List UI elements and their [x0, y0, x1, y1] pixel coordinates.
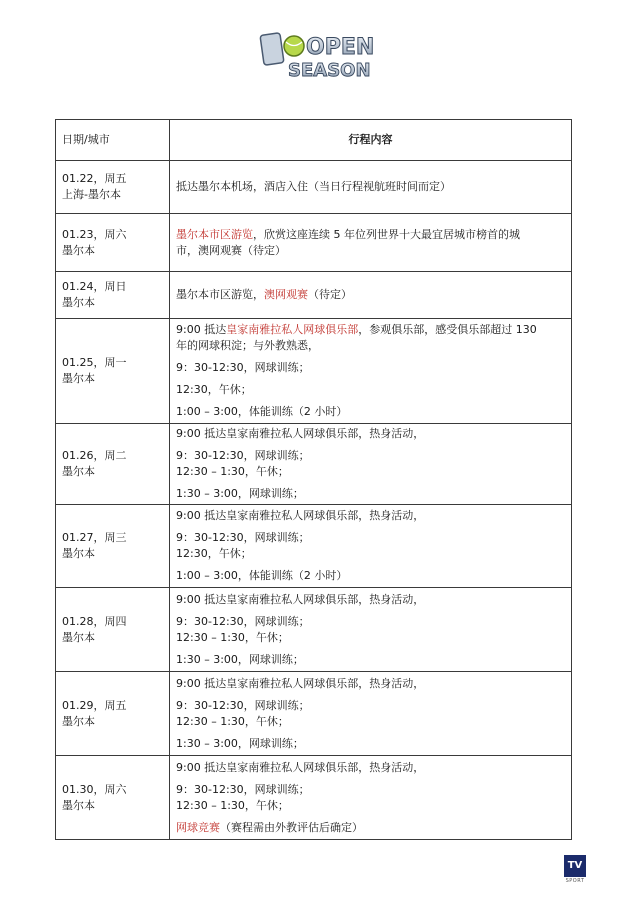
itinerary-line [176, 426, 565, 442]
itinerary-content-cell [170, 588, 572, 672]
itinerary-text: 9:00 抵达皇家南雅拉私人网球俱乐部，热身活动， [176, 427, 425, 440]
itinerary-text: 9：30-12:30，网球训练； [176, 614, 310, 628]
itinerary-text: 1:30 – 3:00，网球训练； [176, 487, 304, 500]
row-city: 墨尔本 [62, 547, 95, 560]
itinerary-content-cell [170, 272, 572, 319]
table-row [56, 756, 572, 840]
itinerary-text: 12:30 – 1:30，午休； [176, 465, 289, 478]
itinerary-text: 市，澳网观赛（待定） [176, 243, 286, 257]
header-date-city: 日期/城市 [56, 120, 170, 161]
itinerary-text: 年的网球积淀；与外教熟悉， [176, 339, 319, 352]
itinerary-line [176, 630, 565, 646]
table-row [56, 214, 572, 272]
row-date: 01.25，周一 [62, 356, 127, 369]
row-date: 01.22，周五 [62, 172, 127, 185]
table-row [56, 672, 572, 756]
itinerary-text: 9：30-12:30，网球训练； [176, 782, 310, 796]
itinerary-text: 1:30 – 3:00，网球训练； [176, 652, 304, 666]
row-date: 01.27，周三 [62, 531, 127, 544]
itinerary-line [176, 714, 565, 730]
itinerary-line [176, 760, 565, 776]
itinerary-line [176, 322, 565, 338]
itinerary-text: ，欣赏这座连续 5 年位列世界十大最宜居城市榜首的城 [253, 227, 520, 241]
itinerary-text: （待定） [308, 288, 352, 301]
date-city-cell [56, 588, 170, 672]
brand-sub: SPORT [565, 878, 585, 884]
tv-sport-logo [564, 855, 586, 889]
row-city: 墨尔本 [62, 630, 95, 644]
itinerary-text: 抵达墨尔本机场，酒店入住（当日行程视航班时间而定） [176, 180, 451, 193]
itinerary-line [176, 404, 565, 420]
highlight-text: 澳网观赛 [264, 288, 308, 301]
itinerary-content-cell [170, 505, 572, 588]
row-city: 墨尔本 [62, 372, 95, 385]
itinerary-text: 12:30，午休； [176, 383, 252, 396]
itinerary-text: 12:30 – 1:30，午休； [176, 714, 289, 728]
row-city: 墨尔本 [62, 714, 95, 728]
itinerary-line [176, 360, 565, 376]
highlight-text: 墨尔本市区游览 [176, 227, 253, 241]
itinerary-line [176, 382, 565, 398]
itinerary-text: 9：30-12:30，网球训练； [176, 449, 310, 462]
row-city: 墨尔本 [62, 798, 95, 812]
table-row [56, 272, 572, 319]
row-city: 墨尔本 [62, 243, 95, 257]
itinerary-line [176, 820, 565, 836]
itinerary-line [176, 287, 565, 303]
itinerary-line [176, 464, 565, 480]
itinerary-content-cell [170, 161, 572, 214]
date-city-cell [56, 161, 170, 214]
itinerary-text: 1:00 – 3:00，体能训练（2 小时） [176, 405, 348, 418]
itinerary-line [176, 530, 565, 546]
itinerary-text: 12:30，午休； [176, 547, 252, 560]
logo-text-open: OPEN [306, 35, 375, 60]
itinerary-line [176, 508, 565, 524]
date-city-cell [56, 424, 170, 505]
table-row [56, 505, 572, 588]
itinerary-text: ，参观俱乐部，感受俱乐部超过 130 [358, 323, 537, 336]
row-date: 01.29，周五 [62, 698, 127, 712]
row-date: 01.24，周日 [62, 280, 127, 293]
table-row [56, 588, 572, 672]
itinerary-line [176, 448, 565, 464]
itinerary-text: 9:00 抵达皇家南雅拉私人网球俱乐部，热身活动， [176, 592, 425, 606]
open-season-logo-graphic [250, 16, 390, 86]
row-date: 01.26，周二 [62, 449, 127, 462]
itinerary-text: 9：30-12:30，网球训练； [176, 361, 310, 374]
logo-text-season: SEASON [288, 60, 371, 81]
row-date: 01.23，周六 [62, 227, 127, 241]
itinerary-line [176, 227, 565, 243]
row-city: 墨尔本 [62, 465, 95, 478]
row-date: 01.30，周六 [62, 782, 127, 796]
itinerary-text: 9：30-12:30，网球训练； [176, 531, 310, 544]
itinerary-content-cell [170, 672, 572, 756]
date-city-cell [56, 319, 170, 424]
itinerary-text: 9:00 抵达皇家南雅拉私人网球俱乐部，热身活动， [176, 676, 425, 690]
itinerary-text: 1:30 – 3:00，网球训练； [176, 736, 304, 750]
date-city-cell [56, 214, 170, 272]
date-city-cell [56, 272, 170, 319]
itinerary-text: 墨尔本市区游览， [176, 288, 264, 301]
date-city-cell [56, 672, 170, 756]
itinerary-line [176, 614, 565, 630]
itinerary-line [176, 652, 565, 668]
itinerary-line [176, 179, 565, 195]
table-row [56, 161, 572, 214]
itinerary-text: 12:30 – 1:30，午休； [176, 630, 289, 644]
itinerary-line [176, 546, 565, 562]
itinerary-line [176, 486, 565, 502]
date-city-cell [56, 505, 170, 588]
table-row [56, 319, 572, 424]
itinerary-line [176, 698, 565, 714]
itinerary-text: （赛程需由外教评估后确定） [220, 820, 363, 834]
highlight-text: 皇家南雅拉私人网球俱乐部 [226, 323, 359, 336]
itinerary-text: 1:00 – 3:00，体能训练（2 小时） [176, 569, 348, 582]
table-header-row [56, 120, 572, 161]
brand-mark: TV [564, 855, 586, 877]
itinerary-line [176, 798, 565, 814]
itinerary-content-cell [170, 756, 572, 840]
itinerary-text: 9：30-12:30，网球训练； [176, 698, 310, 712]
itinerary-content-cell [170, 424, 572, 505]
open-season-logo [250, 16, 390, 86]
itinerary-line [176, 676, 565, 692]
itinerary-text: 9:00 抵达 [176, 323, 227, 336]
itinerary-line [176, 338, 565, 354]
row-date: 01.28，周四 [62, 614, 127, 628]
itinerary-line [176, 568, 565, 584]
itinerary-text: 9:00 抵达皇家南雅拉私人网球俱乐部，热身活动， [176, 760, 425, 774]
itinerary-line [176, 736, 565, 752]
itinerary-line [176, 243, 565, 259]
itinerary-content-cell [170, 214, 572, 272]
table-row [56, 424, 572, 505]
itinerary-content-cell [170, 319, 572, 424]
row-city: 上海-墨尔本 [62, 188, 121, 201]
row-city: 墨尔本 [62, 296, 95, 309]
header-content: 行程内容 [170, 120, 572, 161]
itinerary-line [176, 592, 565, 608]
itinerary-text: 9:00 抵达皇家南雅拉私人网球俱乐部，热身活动， [176, 509, 425, 522]
highlight-text: 网球竞赛 [176, 820, 220, 834]
itinerary-table [55, 119, 572, 840]
date-city-cell [56, 756, 170, 840]
itinerary-text: 12:30 – 1:30，午休； [176, 798, 289, 812]
itinerary-line [176, 782, 565, 798]
